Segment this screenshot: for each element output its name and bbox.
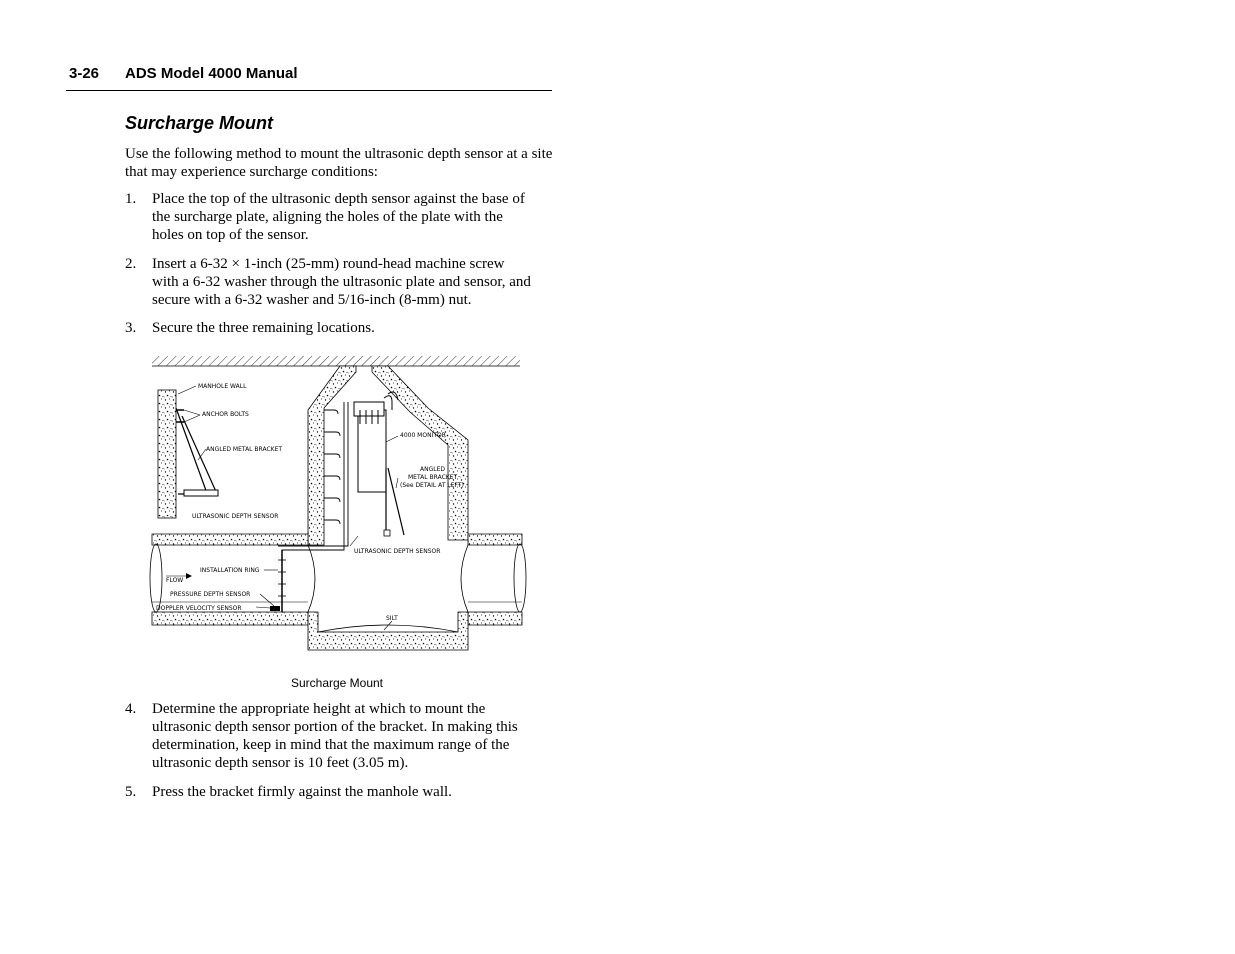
- page-header: [66, 62, 552, 91]
- pipe-top: [152, 534, 308, 545]
- manhole-wall-left: [308, 366, 356, 545]
- label-angled-bracket-left: ANGLED METAL BRACKET: [206, 446, 283, 453]
- page-number: 3-26: [69, 65, 100, 82]
- step-number: 1.: [125, 191, 137, 207]
- label-monitor: 4000 MONITOR: [400, 432, 446, 439]
- label-ultrasonic-sensor-left: ULTRASONIC DEPTH SENSOR: [192, 513, 279, 520]
- step-line: Secure the three remaining locations.: [152, 320, 375, 336]
- step-number: 2.: [125, 256, 137, 272]
- ground-surface: [152, 356, 520, 366]
- step-line: Insert a 6-32 × 1-inch (25-mm) round-head machine screw: [152, 256, 505, 272]
- step-line: holes on top of the sensor.: [152, 227, 309, 243]
- step-number: 3.: [125, 320, 137, 336]
- step-line: ultrasonic depth sensor portion of the bracket. In making this: [152, 719, 518, 735]
- step-number: 4.: [125, 701, 137, 717]
- step-line: with a 6-32 washer through the ultrasonic plate and sensor, and: [152, 274, 531, 290]
- label-flow: FLOW: [166, 577, 184, 584]
- step-text: [152, 190, 552, 244]
- pipe-bottom: [152, 612, 308, 625]
- label-manhole-wall: MANHOLE WALL: [198, 383, 247, 390]
- step-text: [152, 319, 552, 337]
- step-line: determination, keep in mind that the maximum range of the: [152, 737, 510, 753]
- step-line: Determine the appropriate height at which to mount the: [152, 701, 486, 717]
- step-line: Press the bracket firmly against the manhole wall.: [152, 784, 452, 800]
- section-title: Surcharge Mount: [125, 113, 274, 133]
- label-installation-ring: INSTALLATION RING: [200, 567, 260, 574]
- label-ultrasonic-sensor-center: ULTRASONIC DEPTH SENSOR: [354, 548, 441, 555]
- label-anchor-bolts: ANCHOR BOLTS: [202, 411, 249, 418]
- label-pressure-sensor: PRESSURE DEPTH SENSOR: [170, 591, 251, 598]
- label-doppler-sensor: DOPPLER VELOCITY SENSOR: [156, 605, 242, 612]
- step-text: [152, 700, 552, 772]
- figure-caption: Surcharge Mount: [290, 676, 384, 690]
- label-silt: SILT: [386, 615, 398, 622]
- step-text: [152, 783, 552, 801]
- manual-title: ADS Model 4000 Manual: [125, 65, 298, 82]
- step-text: [152, 255, 552, 309]
- label-angled-bracket-2: METAL BRACKET: [408, 474, 458, 481]
- detail-wall: [158, 390, 176, 518]
- step-line: Place the top of the ultrasonic depth sensor against the base of: [152, 191, 525, 207]
- step-line: ultrasonic depth sensor is 10 feet (3.05 m).: [152, 755, 409, 771]
- label-angled-bracket-3: (See DETAIL AT LEFT): [400, 482, 464, 489]
- step-line: the surcharge plate, aligning the holes of the plate with the: [152, 209, 503, 225]
- step-number: 5.: [125, 784, 137, 800]
- step-line: secure with a 6-32 washer and 5/16-inch (8-mm) nut.: [152, 292, 472, 308]
- intro-paragraph: Use the following method to mount the ultrasonic depth sensor at a site that may experience surcharge conditions:: [125, 146, 553, 180]
- label-angled-bracket-1: ANGLED: [420, 466, 445, 473]
- surcharge-mount-diagram: [148, 350, 530, 662]
